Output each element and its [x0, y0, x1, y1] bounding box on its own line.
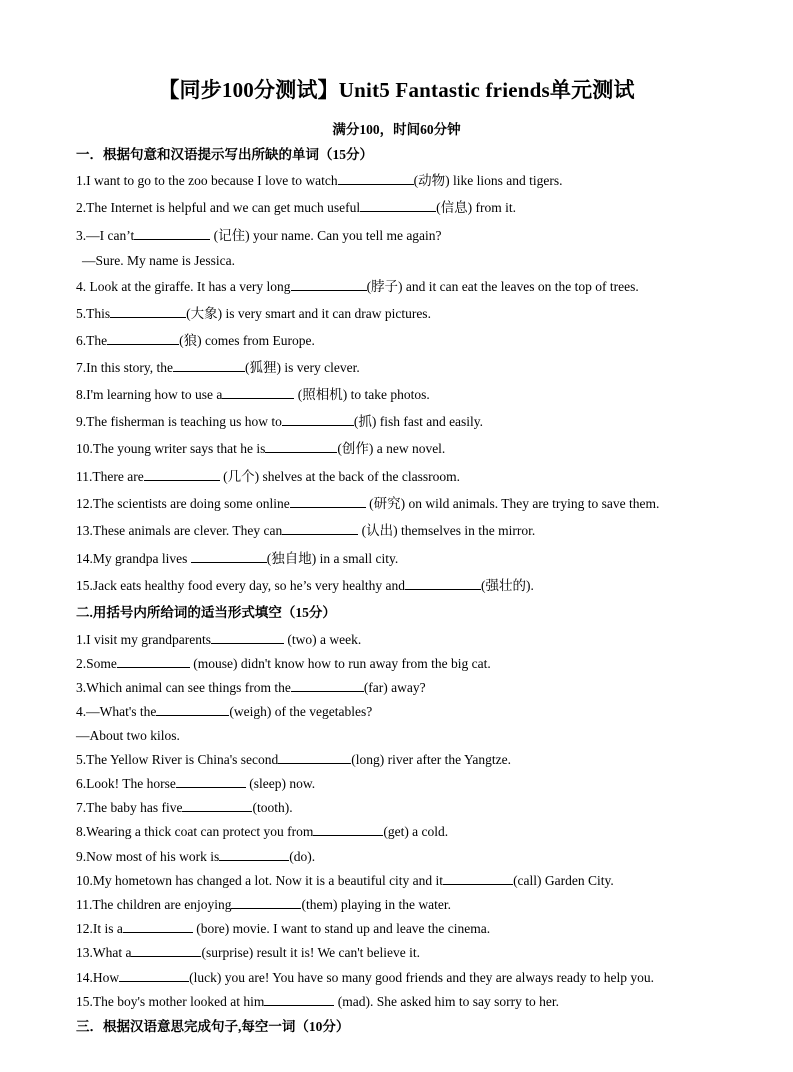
question-item: 5.This (大象) is very smart and it can draw pictures.: [76, 306, 431, 321]
answer-blank[interactable]: [291, 278, 367, 291]
answer-blank[interactable]: [107, 332, 179, 345]
answer-blank[interactable]: [264, 993, 334, 1006]
question-item: 8.Wearing a thick coat can protect you from (get) a cold.: [76, 824, 449, 839]
answer-blank[interactable]: [144, 468, 220, 481]
answer-blank[interactable]: [313, 823, 383, 836]
answer-blank[interactable]: [191, 550, 267, 563]
question-item: 13.These animals are clever. They can (认出) themselves in the mirror.: [76, 523, 536, 538]
answer-blank[interactable]: [156, 703, 229, 716]
answer-blank[interactable]: [405, 577, 481, 590]
section-heading: 二.用括号内所给词的适当形式填空（15分）: [76, 605, 336, 620]
question-item: 3.Which animal can see things from the (far) away?: [76, 680, 426, 695]
answer-blank[interactable]: [282, 522, 358, 535]
answer-blank[interactable]: [131, 944, 201, 957]
answer-blank[interactable]: [134, 227, 210, 240]
answer-blank[interactable]: [219, 848, 289, 861]
question-item: 2.Some (mouse) didn't know how to run away from the big cat.: [76, 656, 491, 671]
answer-blank[interactable]: [278, 751, 351, 764]
question-item: 13.What a (surprise) result it is! We can't believe it.: [76, 945, 421, 960]
answer-blank[interactable]: [338, 172, 414, 185]
question-item: 5.The Yellow River is China's second (long) river after the Yangtze.: [76, 752, 511, 767]
answer-blank[interactable]: [282, 413, 354, 426]
page-subtitle: 满分100，时间60分钟: [332, 122, 461, 137]
question-item: 1.I want to go to the zoo because I love to watch (动物) like lions and tigers.: [76, 173, 563, 188]
question-item: 3.—I can’t (记住) your name. Can you tell me again?: [76, 228, 442, 243]
answer-blank[interactable]: [182, 799, 252, 812]
question-item: 14.My grandpa lives (独自地) in a small city.: [76, 551, 399, 566]
answer-blank[interactable]: [117, 655, 190, 668]
section-heading: 三．根据汉语意思完成句子,每空一词（10分）: [76, 1019, 350, 1034]
question-item: 8.I'm learning how to use a (照相机) to take photos.: [76, 387, 430, 402]
question-item: 12.It is a (bore) movie. I want to stand up and leave the cinema.: [76, 921, 491, 936]
answer-blank[interactable]: [211, 631, 284, 644]
question-item: 12.The scientists are doing some online (研究) on wild animals. They are trying to save them.: [76, 496, 660, 511]
question-item: 4.—What's the (weigh) of the vegetables?: [76, 704, 373, 719]
answer-blank[interactable]: [173, 359, 245, 372]
question-item: 14.How (luck) you are! You have so many good friends and they are always ready to help you.: [76, 970, 654, 985]
question-item: 7.The baby has five (tooth).: [76, 800, 293, 815]
answer-blank[interactable]: [443, 872, 513, 885]
question-item: 15.The boy's mother looked at him (mad). She asked him to say sorry to her.: [76, 994, 559, 1009]
answer-blank[interactable]: [110, 305, 186, 318]
answer-blank[interactable]: [123, 920, 193, 933]
question-item: 11.The children are enjoying (them) playing in the water.: [76, 897, 452, 912]
question-item: 7.In this story, the (狐狸) is very clever.: [76, 360, 360, 375]
answer-blank[interactable]: [360, 199, 436, 212]
answer-blank[interactable]: [231, 896, 301, 909]
question-item: 11.There are (几个) shelves at the back of the classroom.: [76, 469, 461, 484]
question-item: 6.The (狼) comes from Europe.: [76, 333, 315, 348]
answer-blank[interactable]: [290, 495, 366, 508]
answer-blank[interactable]: [222, 386, 294, 399]
answer-blank[interactable]: [265, 440, 337, 453]
question-item: 10.My hometown has changed a lot. Now it is a beautiful city and it (call) Garden City.: [76, 873, 614, 888]
question-reply: —About two kilos.: [76, 728, 180, 743]
page-title: 【同步100分测试】Unit5 Fantastic friends单元测试: [158, 78, 635, 102]
question-item: 4. Look at the giraffe. It has a very long (脖子) and it can eat the leaves on the top of trees.: [76, 279, 639, 294]
question-item: 9.Now most of his work is (do).: [76, 849, 316, 864]
section-heading: 一．根据句意和汉语提示写出所缺的单词（15分）: [76, 147, 373, 162]
answer-blank[interactable]: [119, 969, 189, 982]
question-item: 6.Look! The horse (sleep) now.: [76, 776, 316, 791]
question-item: 1.I visit my grandparents (two) a week.: [76, 632, 362, 647]
question-item: 15.Jack eats healthy food every day, so he’s very healthy and (强壮的).: [76, 578, 534, 593]
answer-blank[interactable]: [291, 679, 364, 692]
answer-blank[interactable]: [176, 775, 246, 788]
question-item: 2.The Internet is helpful and we can get much useful (信息) from it.: [76, 200, 517, 215]
question-item: 9.The fisherman is teaching us how to (抓) fish fast and easily.: [76, 414, 484, 429]
question-reply: —Sure. My name is Jessica.: [82, 253, 235, 268]
question-item: 10.The young writer says that he is (创作) a new novel.: [76, 441, 446, 456]
